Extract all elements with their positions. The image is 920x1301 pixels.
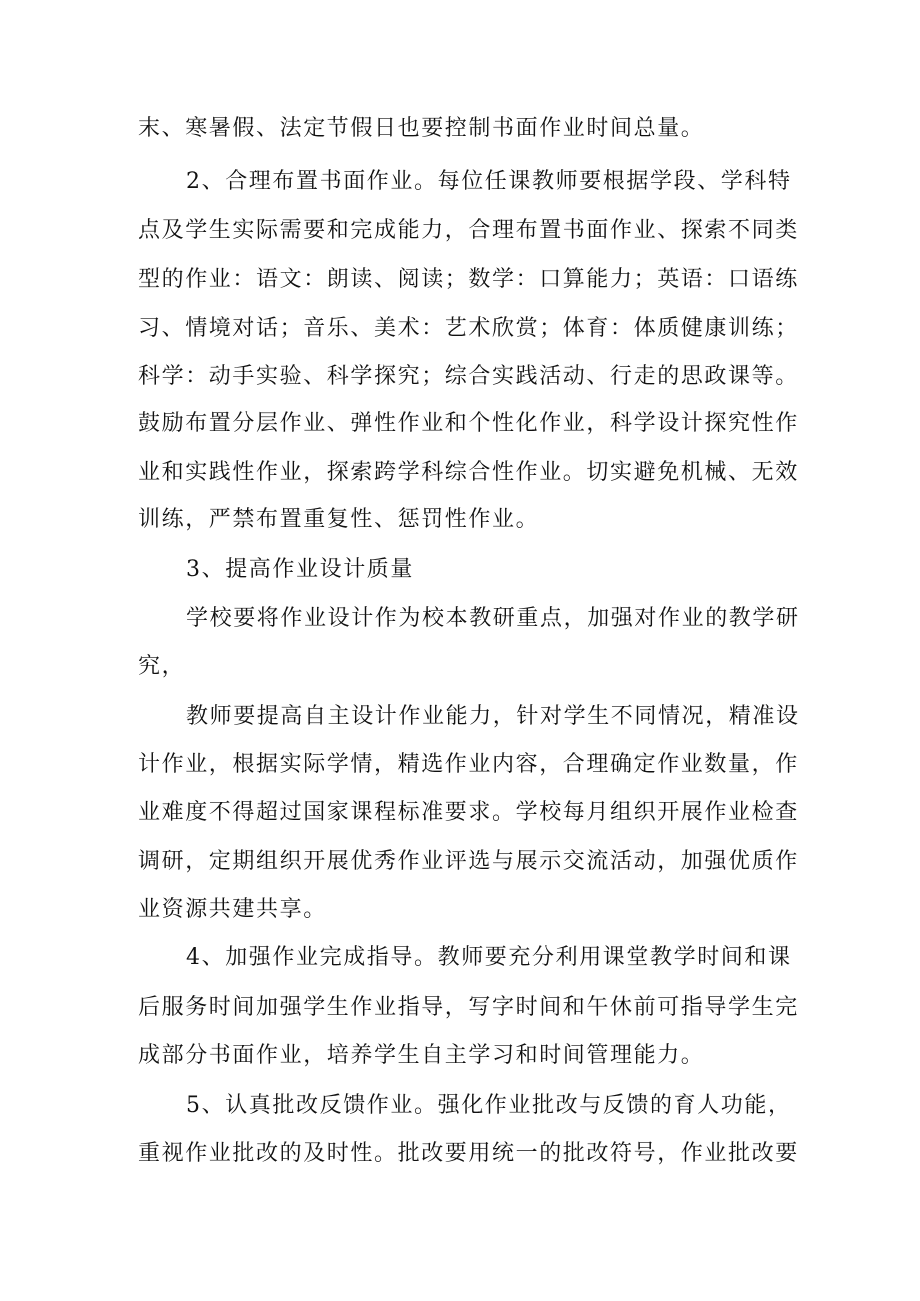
text-line: 习、情境对话；音乐、美术：艺术欣赏；体育：体质健康训练； <box>138 316 799 341</box>
text-line: 型的作业：语文：朗读、阅读；数学：口算能力；英语：口语练 <box>138 267 799 292</box>
text-line: 成部分书面作业，培养学生自主学习和时间管理能力。 <box>138 1043 705 1068</box>
text-line: 调研，定期组织开展优秀作业评选与展示交流活动，加强优质作 <box>138 849 799 874</box>
text-line: 学校要将作业设计作为校本教研重点，加强对作业的教学研 <box>186 606 800 631</box>
text-line: 4、加强作业完成指导。教师要充分利用课堂教学时间和课 <box>186 945 792 970</box>
text-line: 2、合理布置书面作业。每位任课教师要根据学段、学科特 <box>186 169 792 194</box>
text-line: 业难度不得超过国家课程标准要求。学校每月组织开展作业检查 <box>138 800 799 825</box>
text-line: 科学：动手实验、科学探究；综合实践活动、行走的思政课等。 <box>138 364 799 389</box>
text-line: 鼓励布置分层作业、弹性作业和个性化作业，科学设计探究性作 <box>138 411 799 436</box>
text-line: 业和实践性作业，探索跨学科综合性作业。切实避免机械、无效 <box>138 460 799 485</box>
text-line: 后服务时间加强学生作业指导，写字时间和午休前可指导学生完 <box>138 995 799 1020</box>
text-line: 训练，严禁布置重复性、惩罚性作业。 <box>138 507 540 532</box>
text-line: 重视作业批改的及时性。批改要用统一的批改符号，作业批改要 <box>138 1141 799 1166</box>
text-line: 3、提高作业设计质量 <box>186 557 414 582</box>
text-line: 教师要提高自主设计作业能力，针对学生不同情况，精准设 <box>186 704 800 729</box>
text-line: 究， <box>138 654 186 679</box>
text-line: 业资源共建共享。 <box>138 897 327 922</box>
text-line: 末、寒暑假、法定节假日也要控制书面作业时间总量。 <box>138 116 705 141</box>
text-line: 点及学生实际需要和完成能力，合理布置书面作业、探索不同类 <box>138 218 799 243</box>
text-line: 计作业，根据实际学情，精选作业内容，合理确定作业数量，作 <box>138 752 799 777</box>
text-line: 5、认真批改反馈作业。强化作业批改与反馈的育人功能， <box>186 1093 792 1118</box>
